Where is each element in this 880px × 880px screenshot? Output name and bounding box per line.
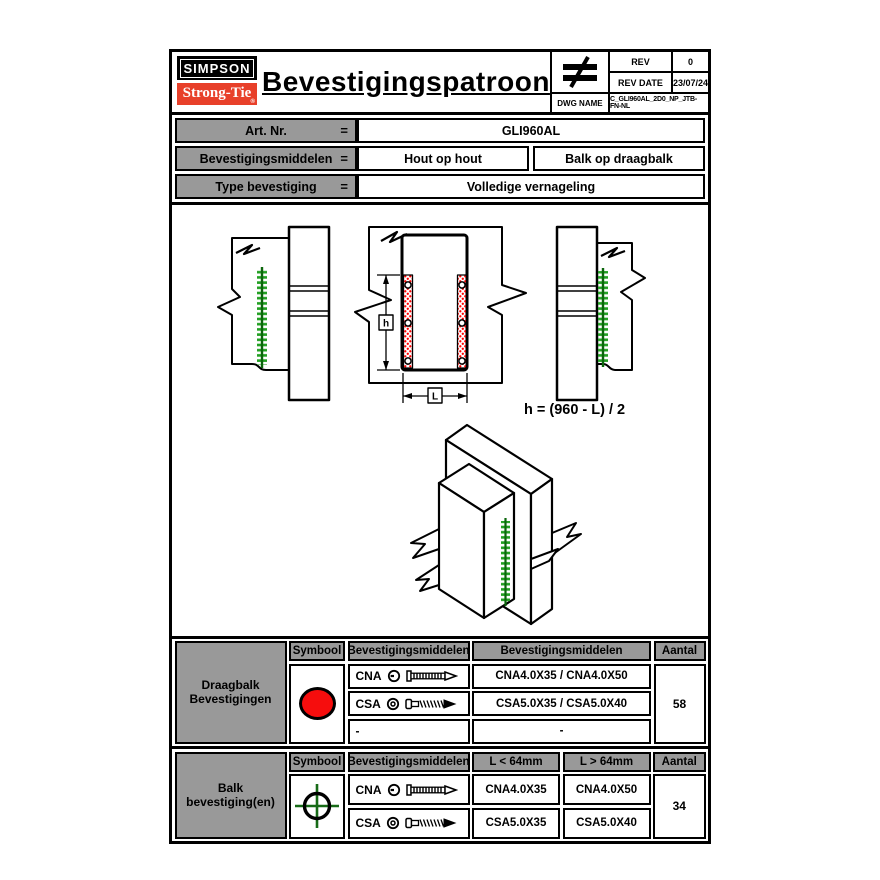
type-bevestiging-value: Volledige vernageling <box>357 174 705 199</box>
draagbalk-aantal-value: 58 <box>654 664 706 744</box>
column-header-aantal: Aantal <box>654 641 706 661</box>
dwg-name-label: DWG NAME <box>552 94 608 112</box>
screw-head-icon <box>386 697 400 711</box>
equals-sign: = <box>340 179 348 194</box>
drawing-area <box>172 205 708 639</box>
fastener-cell-csa: CSA <box>348 808 470 839</box>
left-side-view-drawing <box>218 227 329 400</box>
height-formula: h = (960 - L) / 2 <box>524 402 626 418</box>
nail-row-icon <box>257 267 267 368</box>
csa-gt-value: CSA5.0X40 <box>563 808 651 839</box>
revision-table <box>550 52 708 112</box>
nail-zone-left <box>404 275 413 368</box>
cna-lt-value: CNA4.0X35 <box>472 774 560 805</box>
rev-label: REV <box>610 52 671 71</box>
info-row-type <box>175 174 705 199</box>
cna-gt-value: CNA4.0X50 <box>563 774 651 805</box>
artnr-value: GLI960AL <box>357 118 705 143</box>
fastener-cell-cna: CNA <box>348 664 470 689</box>
nail-head-icon <box>387 669 401 683</box>
not-equal-icon <box>552 52 608 92</box>
nail-row-icon <box>598 268 608 367</box>
draagbalk-symbol-cell <box>289 664 345 744</box>
cna-nail-icon <box>406 783 458 797</box>
logo-strongtie-box <box>177 83 257 105</box>
column-header-symbool: Symbool <box>289 752 345 772</box>
column-header-bevestigingsmiddelen: Bevestigingsmiddelen <box>348 641 470 661</box>
balk-symbol-cell <box>289 774 345 839</box>
registered-mark: ® <box>250 99 255 105</box>
drawing-sheet <box>169 49 711 844</box>
fastener-value-csa: CSA5.0X35 / CSA5.0X40 <box>472 691 651 716</box>
fastener-cell-csa: CSA <box>348 691 470 716</box>
simpson-strongtie-logo <box>172 52 262 112</box>
logo-simpson-text: SIMPSON <box>180 59 255 78</box>
column-header-bevestigingsmiddelen-2: Bevestigingsmiddelen <box>472 641 651 661</box>
csa-lt-value: CSA5.0X35 <box>472 808 560 839</box>
fastener-cell-empty: - <box>348 719 470 744</box>
balk-table-label: Balk bevestiging(en) <box>175 752 287 839</box>
dwg-name-value: C_GLI960AL_2D0_NP_JTB-FN-NL <box>610 94 708 112</box>
fastener-value-empty: - <box>472 719 651 744</box>
equals-sign: = <box>340 151 348 166</box>
isometric-view-drawing <box>411 425 581 624</box>
svg-text:L: L <box>431 391 439 403</box>
balk-aantal-value: 34 <box>653 774 706 839</box>
rev-date-value: 23/07/24 <box>673 73 708 92</box>
csa-screw-icon <box>405 816 457 830</box>
draagbalk-fasteners-table <box>172 639 708 750</box>
logo-strongtie-text: Strong-Tie <box>182 85 252 101</box>
type-bevestiging-label: Type bevestiging <box>215 179 317 194</box>
red-circle-symbol-icon <box>299 687 336 720</box>
column-header-l-gt-64: L > 64mm <box>563 752 651 772</box>
screw-head-icon <box>386 816 400 830</box>
bevestigingsmiddelen-label: Bevestigingsmiddelen <box>199 151 333 166</box>
fastener-value-cna: CNA4.0X35 / CNA4.0X50 <box>472 664 651 689</box>
artnr-label: Art. Nr. <box>245 123 287 138</box>
front-view-drawing <box>355 227 526 403</box>
column-header-l-lt-64: L < 64mm <box>472 752 560 772</box>
right-side-view-drawing <box>557 227 645 400</box>
rev-date-label: REV DATE <box>610 73 671 92</box>
fastener-cell-cna: CNA <box>348 774 470 805</box>
svg-text:h: h <box>382 318 390 330</box>
nail-row-icon <box>501 518 510 606</box>
draagbalk-table-label: Draagbalk Bevestigingen <box>175 641 287 744</box>
column-header-bevestigingsmiddelen: Bevestigingsmiddelen <box>348 752 470 772</box>
cna-nail-icon <box>406 669 458 683</box>
bevestigingsmiddelen-value-2: Balk op draagbalk <box>533 146 705 171</box>
nail-zone-right <box>458 275 467 368</box>
page-title: Bevestigingspatroon <box>261 66 550 97</box>
nail-head-icon <box>387 783 401 797</box>
balk-fasteners-table <box>172 749 708 841</box>
logo-simpson-box <box>177 56 257 80</box>
title-block <box>172 52 708 115</box>
bevestigingsmiddelen-value-1: Hout op hout <box>357 146 529 171</box>
column-header-symbool: Symbool <box>289 641 345 661</box>
column-header-aantal: Aantal <box>653 752 706 772</box>
rev-value: 0 <box>673 52 708 71</box>
equals-sign: = <box>340 123 348 138</box>
info-row-artnr <box>175 118 705 143</box>
crosshair-symbol-icon <box>292 781 342 831</box>
info-table <box>172 115 708 205</box>
csa-screw-icon <box>405 697 457 711</box>
info-row-bevestigingsmiddelen <box>175 146 705 171</box>
